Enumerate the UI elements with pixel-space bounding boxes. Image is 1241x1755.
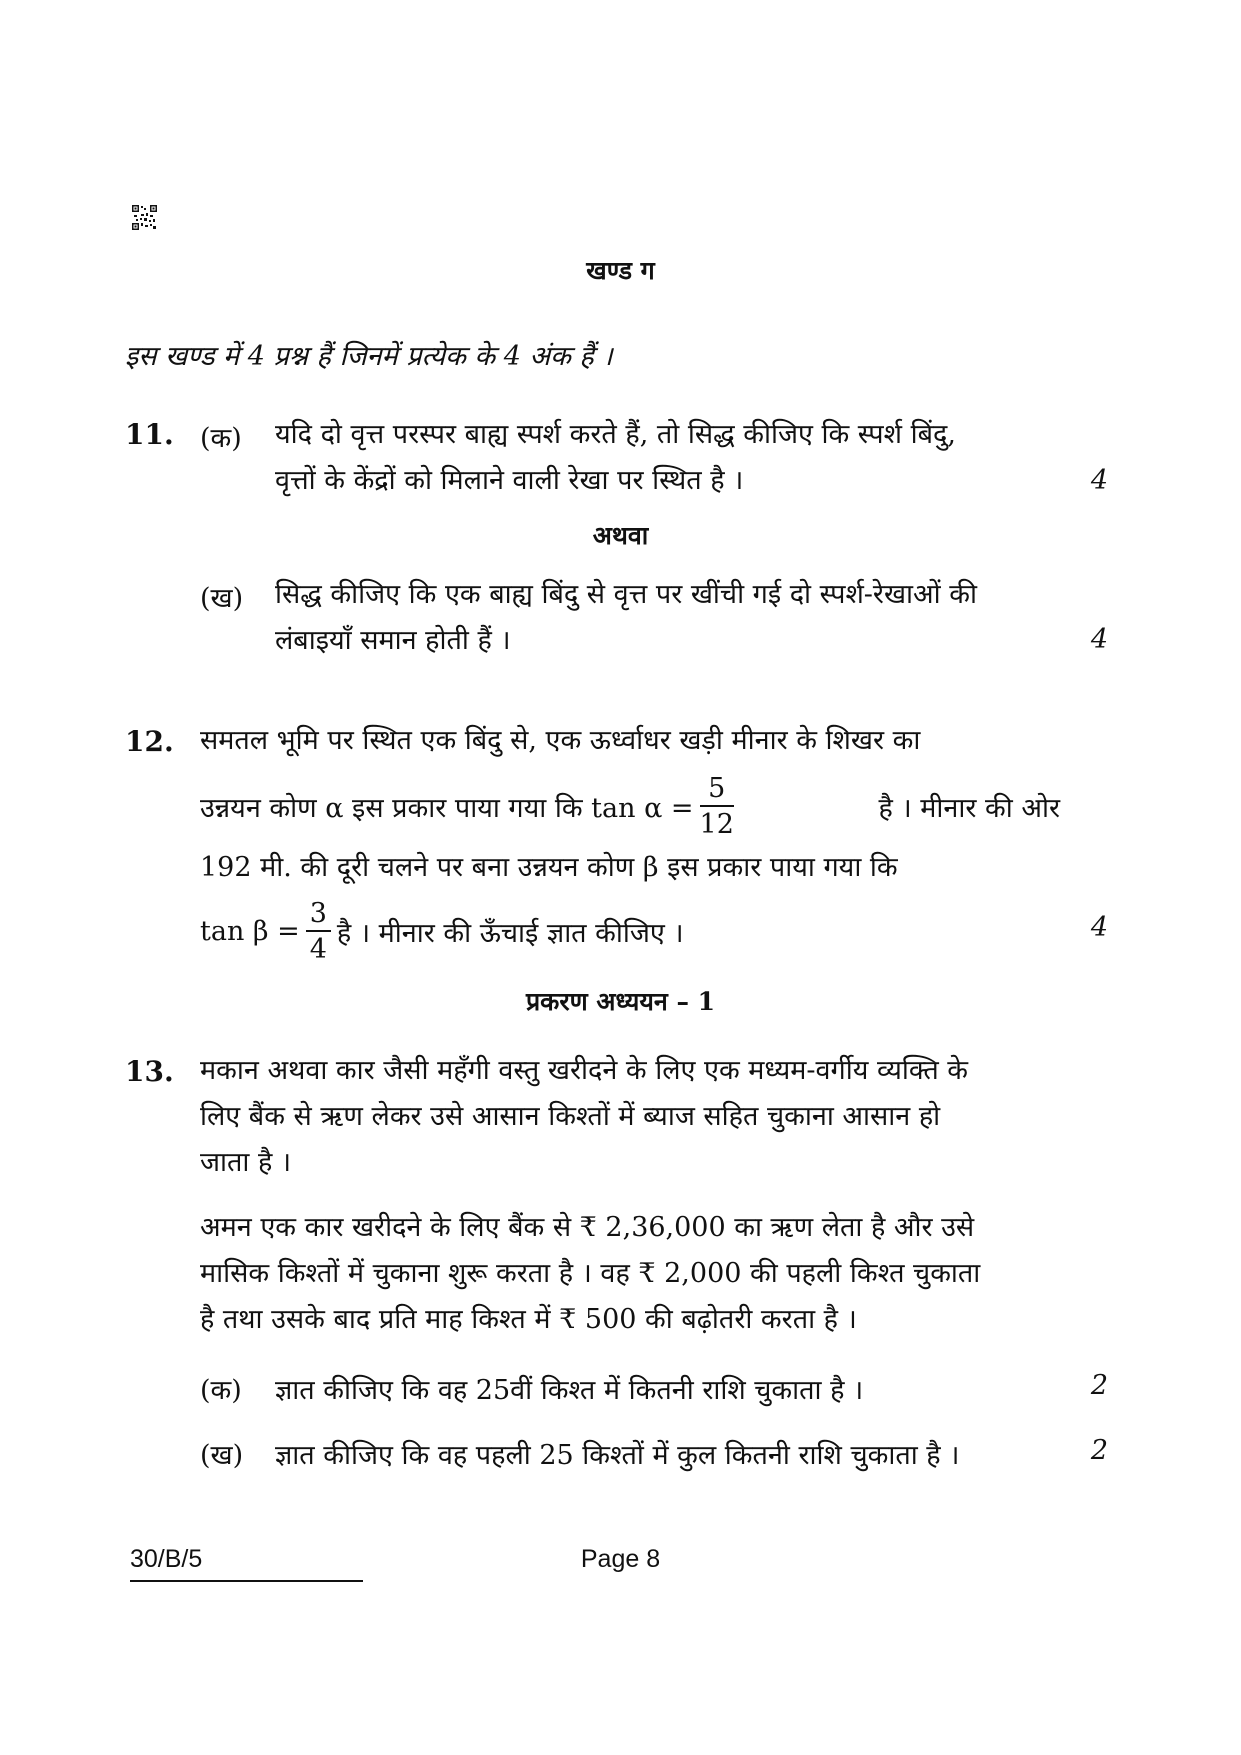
q11-option-a-text: यदि दो वृत्त परस्पर बाह्य स्पर्श करते हैं, तो सिद्ध कीजिए कि स्पर्श बिंदु, वृत्तों के केंद्रों को मिलाने वाली रेखा पर स्थित है ।	[275, 419, 956, 496]
q12-marks: 4	[1090, 912, 1108, 943]
question-number-12: 12.	[125, 725, 174, 758]
fraction-3-4: $\frac{3}{4}$	[306, 900, 331, 963]
q12-line-4: tan β = $\frac{3}{4}$ है । मीनार की ऊँचाई ज्ञात कीजिए ।	[200, 898, 684, 965]
q13-option-b-label: (ख)	[200, 1440, 244, 1471]
case-study-title: प्रकरण अध्ययन – 1	[525, 987, 716, 1016]
q13-a-marks: 2	[1090, 1370, 1108, 1401]
paper-code: 30/B/5	[130, 1545, 203, 1573]
question-number-13: 13.	[125, 1055, 174, 1088]
q11-b-marks: 4	[1090, 624, 1108, 655]
q11-option-b-label: (ख)	[200, 583, 244, 614]
q13-option-a-label: (क)	[200, 1375, 242, 1406]
section-instruction: इस खण्ड में 4 प्रश्न हैं जिनमें प्रत्येक के 4 अंक हैं ।	[125, 341, 613, 372]
q13-option-b-text: ज्ञात कीजिए कि वह पहली 25 किश्तों में कुल कितनी राशि चुकाता है ।	[275, 1440, 960, 1471]
q13-paragraph-2: अमन एक कार खरीदने के लिए बैंक से ₹ 2,36,000 का ऋण लेता है और उसे मासिक किश्तों में चुकाना शुरू करता है । वह ₹ 2,000 की पहली किश्त चुकाता है तथा उसके बाद प्रति माह किश्त में ₹ 500 की बढ़ोतरी करता है ।	[200, 1212, 981, 1335]
question-number-11: 11.	[125, 418, 174, 451]
q12-line-3: 192 मी. की दूरी चलने पर बना उन्नयन कोण β इस प्रकार पाया गया कि	[200, 852, 898, 883]
q13-paragraph-1: मकान अथवा कार जैसी महँगी वस्तु खरीदने के लिए एक मध्यम-वर्गीय व्यक्ति के लिए बैंक से ऋण लेकर उसे आसान किश्तों में ब्याज सहित चुकाना आसान हो जाता है ।	[200, 1055, 969, 1178]
q13-b-marks: 2	[1090, 1435, 1108, 1466]
section-title: खण्ड ग	[586, 256, 655, 285]
page-number: Page 8	[580, 1545, 661, 1573]
or-divider: अथवा	[592, 521, 649, 550]
q12-line-1: समतल भूमि पर स्थित एक बिंदु से, एक ऊर्ध्वाधर खड़ी मीनार के शिखर का	[200, 725, 921, 756]
footer-underline	[130, 1580, 363, 1582]
q11-a-marks: 4	[1090, 465, 1108, 496]
q11-option-a-label: (क)	[200, 423, 242, 454]
fraction-5-12: $\frac{5}{12}$	[699, 773, 734, 840]
q13-option-a-text: ज्ञात कीजिए कि वह 25वीं किश्त में कितनी राशि चुकाता है ।	[275, 1375, 864, 1406]
q11-option-b-text: सिद्ध कीजिए कि एक बाह्य बिंदु से वृत्त पर खींची गई दो स्पर्श-रेखाओं की लंबाइयाँ समान होती हैं ।	[275, 579, 977, 656]
qr-code	[132, 205, 157, 230]
q12-line-2: उन्नयन कोण α इस प्रकार पाया गया कि tan α = $\frac{5}{12}$ है । मीनार की ओर	[200, 773, 1060, 840]
